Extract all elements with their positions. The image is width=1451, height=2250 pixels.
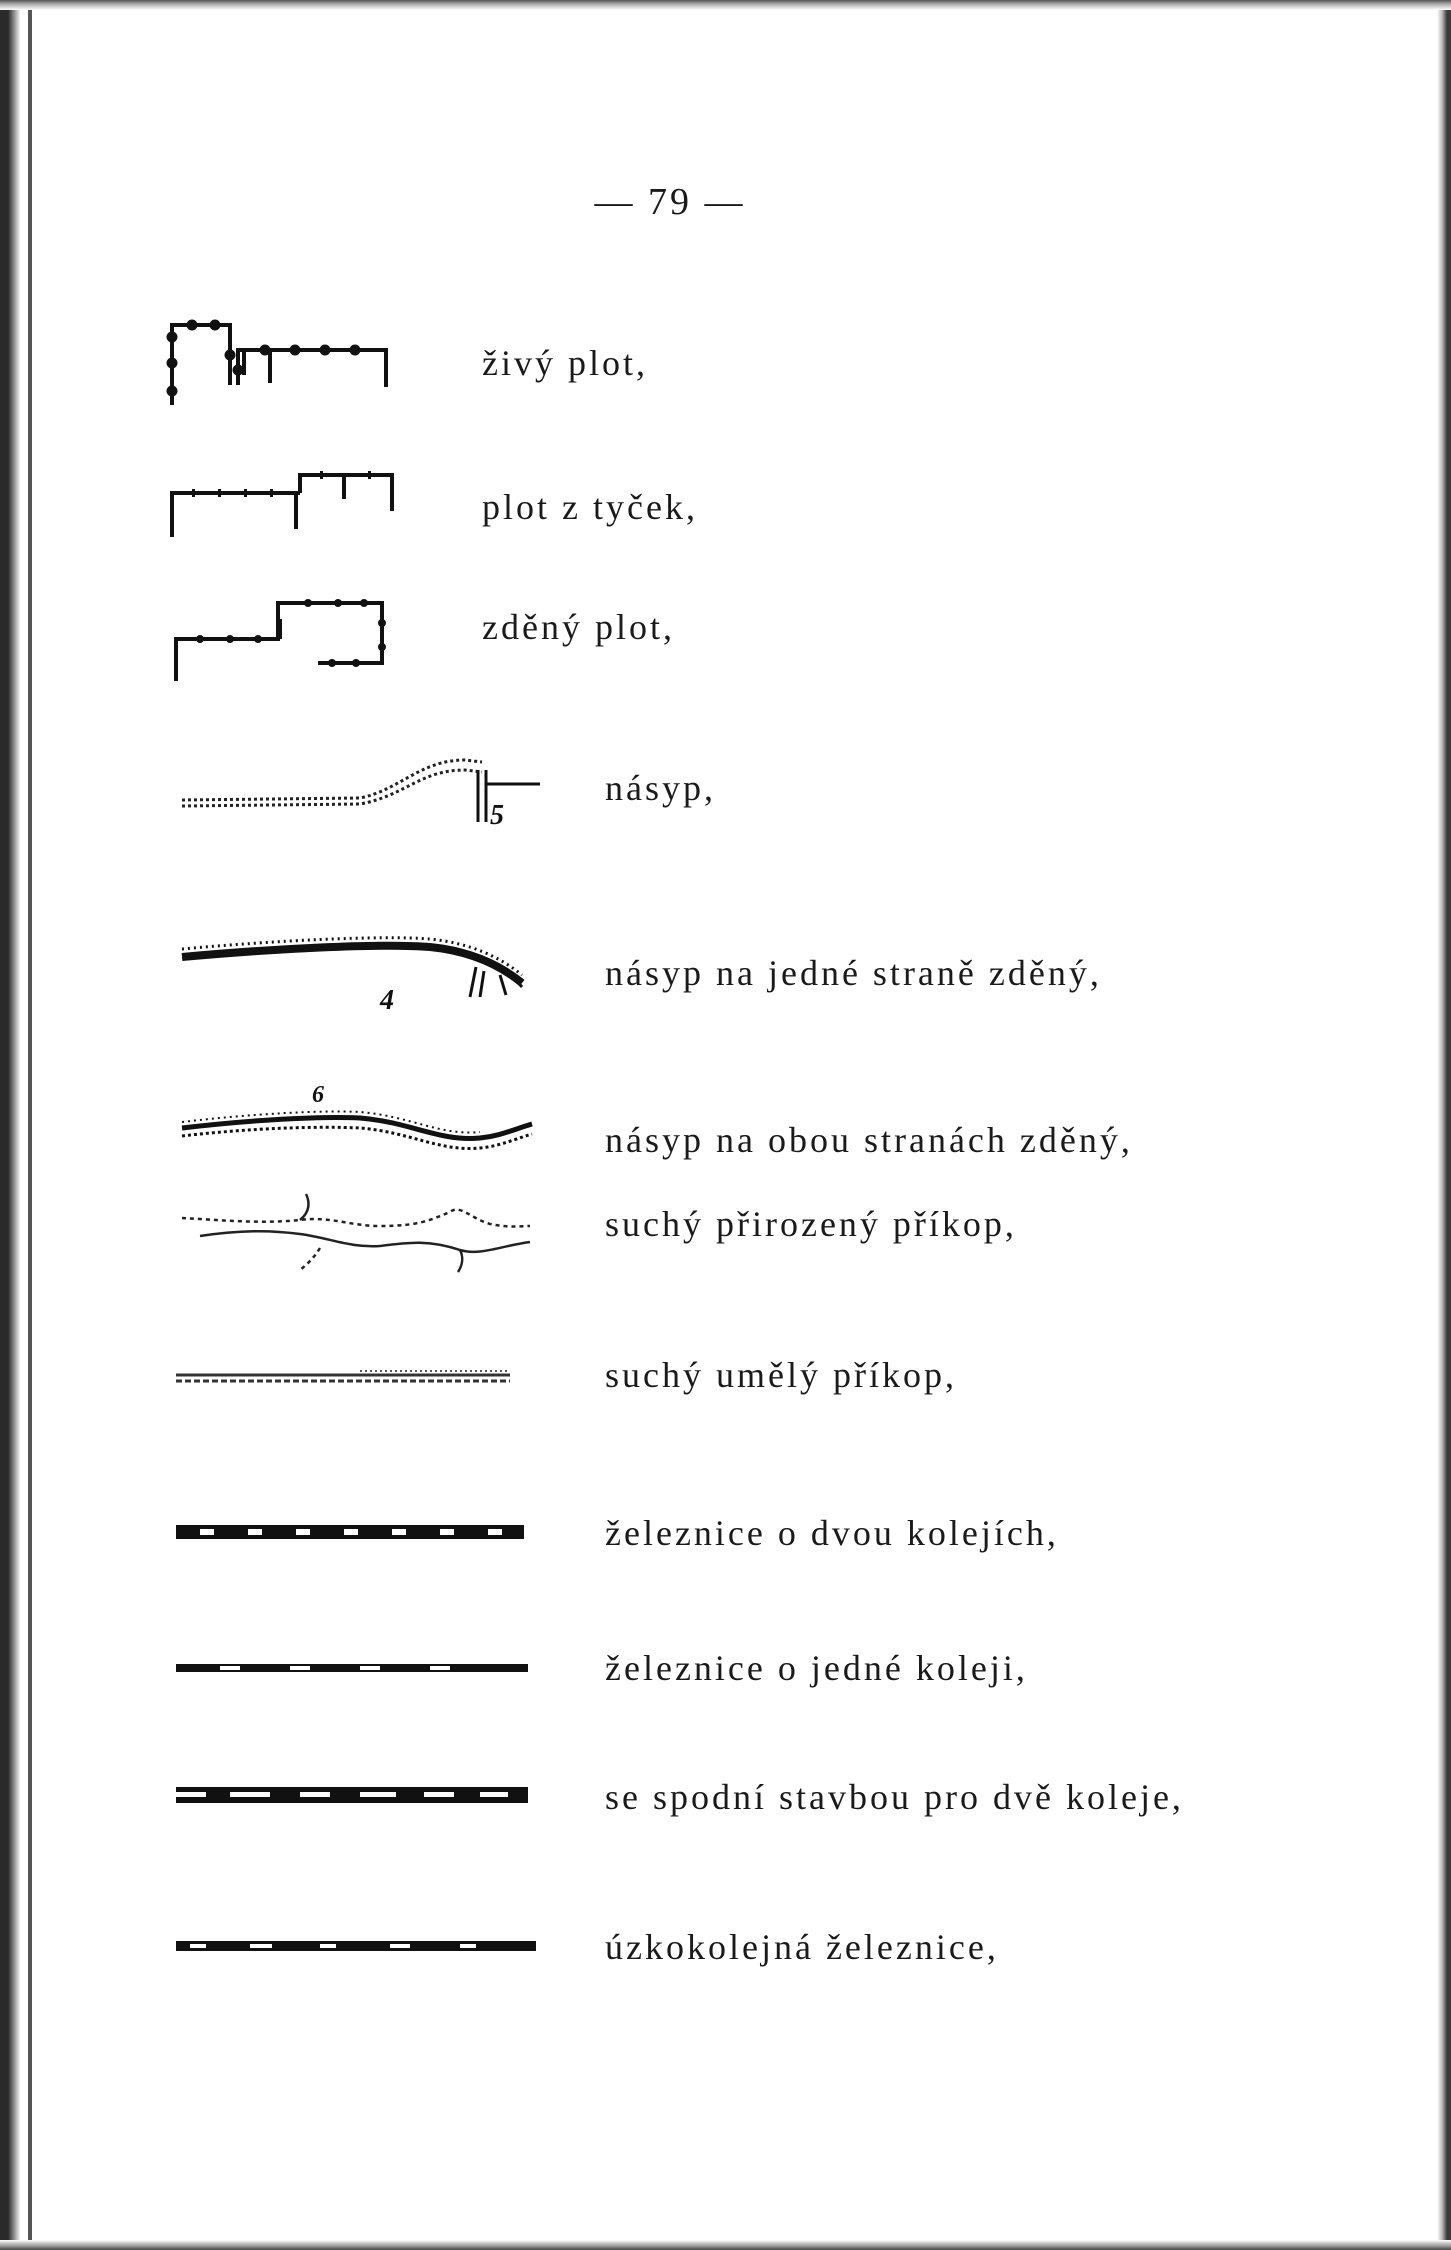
legend-row-wall-fence: [160, 595, 1320, 705]
embankment-symbol: [160, 740, 560, 850]
legend-label: plot z tyček,: [482, 487, 698, 527]
legend-row-double-track-railway: [160, 1505, 1320, 1615]
embankment-marker: 5: [490, 800, 504, 831]
legend-label: násyp,: [605, 768, 716, 808]
legend-row-embankment: [160, 740, 1320, 850]
page-number: — 79 —: [594, 181, 746, 223]
dry-natural-ditch-symbol: [160, 1190, 560, 1300]
legend-label: zděný plot,: [482, 607, 675, 647]
legend-label: suchý umělý příkop,: [605, 1355, 957, 1395]
embankment-both-marker: 6: [312, 1082, 324, 1108]
legend-row-single-track-double-substructure: [160, 1765, 1320, 1875]
legend-label: železnice o dvou kolejích,: [605, 1513, 1059, 1553]
legend-row-stake-fence: [160, 465, 1320, 575]
legend-row-dry-artificial-ditch: [160, 1345, 1320, 1455]
legend-label: úzkokolejná železnice,: [605, 1927, 999, 1967]
legend-row-living-hedge: [160, 315, 1320, 425]
single-track-double-substructure-symbol: [160, 1765, 560, 1875]
legend-label: se spodní stavbou pro dvě koleje,: [605, 1777, 1184, 1817]
legend-row-embankment-walled-both-sides: [160, 1080, 1320, 1190]
embankment-walled-one-side-symbol: [160, 915, 560, 1025]
double-track-railway-symbol: [160, 1505, 560, 1615]
legend-label: železnice o jedné koleji,: [605, 1648, 1028, 1688]
legend-row-narrow-gauge-railway: [160, 1915, 1320, 2025]
scan-left-edge: [0, 0, 20, 2250]
legend-label: násyp na jedné straně zděný,: [605, 953, 1102, 993]
scan-binding-line: [28, 0, 32, 2250]
single-track-railway-symbol: [160, 1640, 560, 1750]
scan-right-edge: [1437, 0, 1451, 2250]
legend-label: živý plot,: [482, 343, 648, 383]
legend-label: suchý přirozený příkop,: [605, 1204, 1017, 1244]
embankment-walled-marker: 4: [380, 985, 394, 1016]
legend-label: násyp na obou stranách zděný,: [605, 1120, 1133, 1160]
embankment-walled-both-sides-symbol: [160, 1080, 560, 1190]
scan-top-edge: [0, 0, 1451, 10]
scan-bottom-edge: [0, 2240, 1451, 2250]
dry-artificial-ditch-symbol: [160, 1345, 560, 1455]
narrow-gauge-railway-symbol: [160, 1915, 560, 2025]
legend-row-single-track-railway: [160, 1640, 1320, 1750]
legend-row-embankment-walled-one-side: [160, 915, 1320, 1025]
legend-row-dry-natural-ditch: [160, 1190, 1320, 1300]
